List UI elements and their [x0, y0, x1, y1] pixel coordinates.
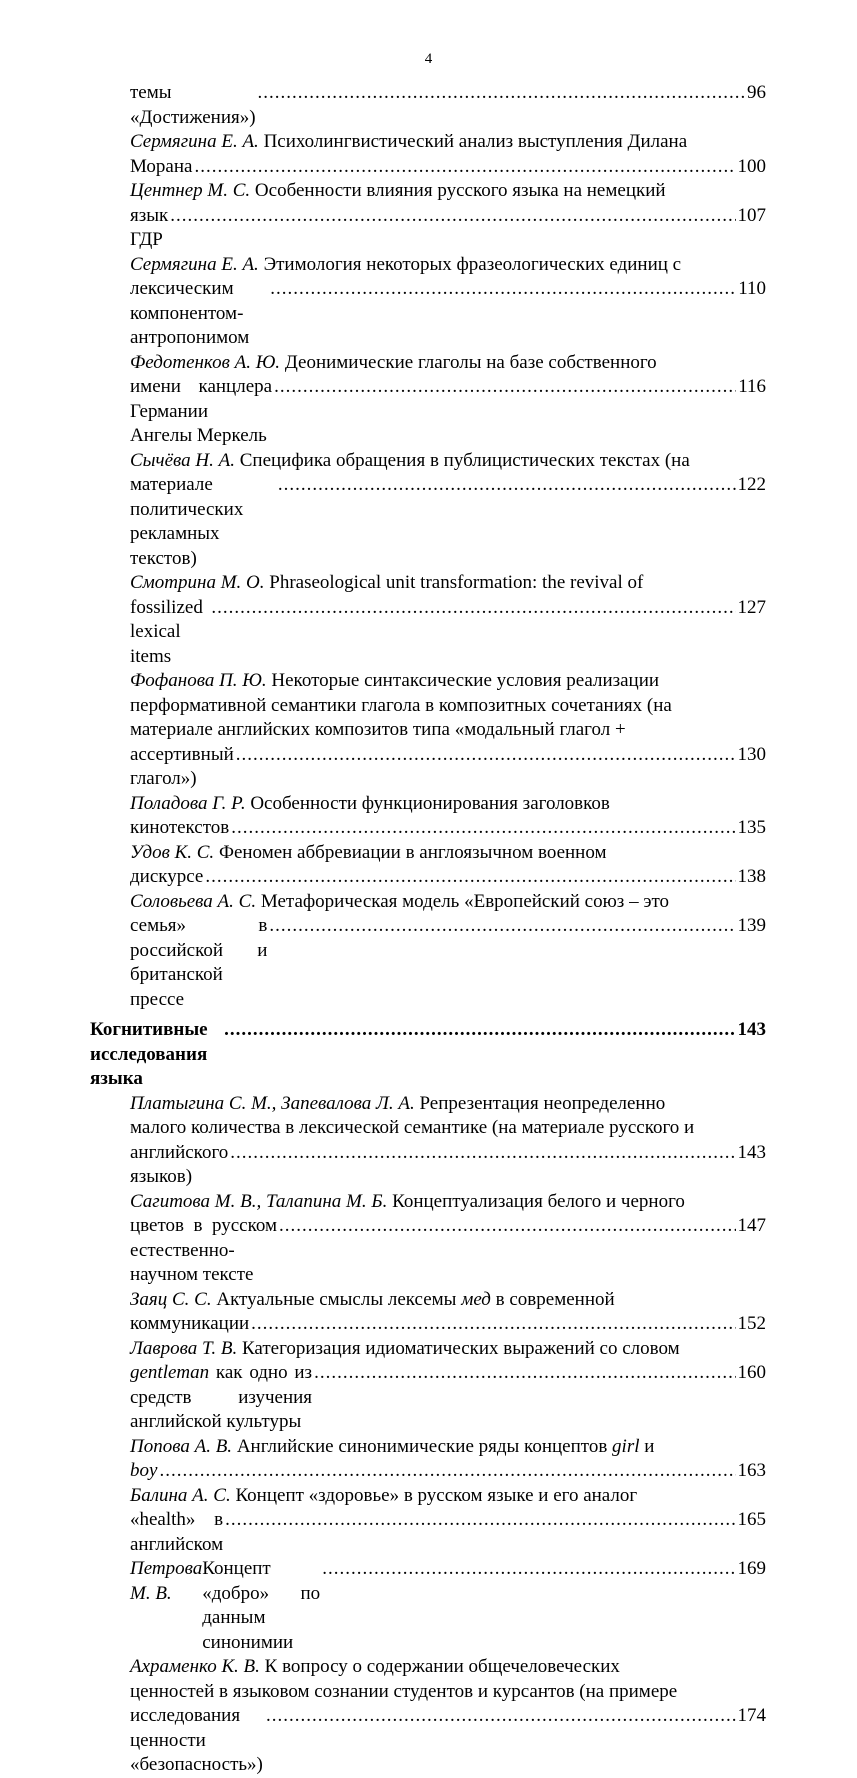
toc-entry	[90, 81, 766, 130]
entry-title: Концепт «здоровье» в русском языке и его аналог	[230, 1484, 638, 1506]
entry-title: Особенности влияния русского языка на немецкий	[250, 180, 666, 201]
entry-author: Фофанова П. Ю.	[130, 670, 267, 691]
entry-page: 107	[737, 204, 766, 226]
leader-dots	[274, 375, 736, 400]
entry-last-line	[130, 1704, 766, 1778]
entry-author: Соловьева А. С.	[130, 890, 257, 912]
entry-last-text	[130, 596, 209, 670]
entry-last-words: исследования ценности «безопасность»)	[130, 1705, 263, 1775]
entry-first-line	[130, 179, 766, 204]
leader-dots	[205, 865, 735, 890]
entry-title: Этимология некоторых фразеологических единиц с	[258, 253, 682, 275]
entry-last-text	[130, 155, 192, 180]
entry-author: Сермягина Е. А.	[130, 131, 259, 152]
entry-last-line	[130, 1214, 766, 1288]
entry-last-text	[130, 1361, 312, 1435]
entry-last-words: Морана	[130, 155, 193, 177]
section-heading	[90, 1018, 766, 1092]
entry-title-rest: и	[639, 1435, 655, 1457]
entry-title: Особенности функционирования заголовков	[245, 792, 610, 814]
entry-page: 174	[737, 1705, 766, 1726]
entry-last-line	[130, 1508, 766, 1557]
leader-dots	[231, 816, 735, 841]
entry-line: ценностей в языковом сознании студентов и курсантов (на примере	[130, 1680, 678, 1702]
entry-first-line	[130, 130, 766, 155]
entry-last-text	[130, 277, 268, 351]
leader-dots	[269, 914, 735, 939]
entry-page: 152	[737, 1313, 766, 1334]
entry-author: Федотенков А. Ю.	[130, 351, 281, 373]
entry-title: Метафорическая модель «Европейский союз – это	[256, 890, 670, 912]
entry-title-rest: в современной	[490, 1288, 615, 1310]
entry-author: Сермягина Е. А.	[130, 253, 259, 275]
entry-page: 165	[737, 1509, 766, 1530]
entry-title: Phraseological unit transformation: the revival of	[264, 572, 644, 593]
entry-line: перформативной семантики глагола в композитных сочетаниях (на	[130, 694, 672, 716]
leader-dots	[270, 277, 736, 302]
entry-author: Сычёва Н. А.	[130, 449, 235, 471]
entry-last-words: материале политических рекламных текстов)	[130, 474, 244, 569]
entry-first-line	[130, 253, 766, 278]
entry-line: малого количества в лексической семантике (на материале русского и	[130, 1117, 695, 1138]
entry-last-text	[130, 204, 168, 253]
entry-last-line	[130, 865, 766, 890]
entry-first-line	[130, 1190, 766, 1215]
entry-author: Лаврова Т. В.	[130, 1337, 238, 1359]
entry-page: 116	[738, 376, 766, 397]
entry-last-line	[130, 816, 766, 841]
leader-dots	[211, 596, 735, 621]
entry-last-line	[130, 743, 766, 792]
entry-author: Смотрина М. О.	[130, 572, 265, 593]
entry-last-line	[130, 204, 766, 253]
entry-page: 122	[737, 474, 766, 495]
entry-author: Платыгина С. М., Запевалова Л. А.	[130, 1092, 415, 1114]
entry-author: Удов К. С.	[130, 841, 215, 863]
entry-last-line	[130, 277, 766, 351]
leader-dots	[159, 1459, 735, 1484]
leader-dots	[279, 1214, 735, 1239]
entry-last-words: темы «Достижения»)	[130, 82, 256, 128]
entry-title: Некоторые синтаксические условия реализации	[266, 670, 660, 691]
toc-entry	[90, 792, 766, 841]
entry-title-term: girl	[612, 1435, 640, 1457]
entry-title-term: мед	[461, 1288, 491, 1310]
leader-dots	[322, 1557, 735, 1582]
entry-title: Феномен аббревиации в англоязычном военном	[214, 841, 607, 863]
entry-first-line	[130, 351, 766, 376]
toc-entry	[90, 841, 766, 890]
toc-entry	[90, 130, 766, 179]
entry-last-text	[130, 1459, 157, 1484]
entry-last-words: как одно из средств изучения английской культуры	[130, 1362, 313, 1432]
entry-line: материале английских композитов типа «модальный глагол +	[130, 719, 626, 740]
entry-first-line	[130, 1435, 766, 1460]
toc-entry	[90, 1288, 766, 1337]
section-page: 143	[737, 1019, 766, 1040]
entry-page: 163	[737, 1460, 766, 1481]
entry-last-line	[130, 1459, 766, 1484]
section-label: Когнитивные исследования языка	[90, 1019, 208, 1089]
entry-last-words: лексическим компонентом-антропонимом	[130, 278, 250, 348]
entry-first-line	[130, 841, 766, 866]
entry-first-line	[130, 1655, 766, 1680]
toc-entry	[90, 1337, 766, 1435]
entry-last-line	[130, 155, 766, 180]
entry-page: 130	[737, 743, 766, 765]
entry-author: Петрова М. В.	[130, 1558, 203, 1604]
entry-author: Ахраменко К. В.	[130, 1656, 260, 1677]
entry-last-line	[130, 914, 766, 1012]
entry-first-line	[130, 1557, 766, 1655]
entry-author: Попова А. В.	[130, 1435, 233, 1457]
entry-last-words: fossilized lexical items	[130, 596, 203, 667]
entry-last-text	[130, 865, 203, 890]
leader-dots	[251, 1312, 735, 1337]
entry-author: Поладова Г. Р.	[130, 792, 246, 814]
leader-dots	[194, 155, 735, 180]
entry-last-line	[130, 473, 766, 571]
entry-last-text	[130, 816, 229, 841]
leader-dots	[230, 1141, 735, 1166]
entry-page: 135	[737, 817, 766, 838]
entry-last-line	[130, 1141, 766, 1190]
entry-last-words: семья» в российской и британской прессе	[130, 915, 268, 1010]
entry-last-text	[130, 375, 272, 449]
entry-title: Актуальные смыслы лексемы	[211, 1288, 462, 1310]
toc-entry	[90, 179, 766, 253]
toc-entry	[90, 253, 766, 351]
entry-last-text	[130, 1141, 228, 1190]
entry-last-text	[130, 81, 256, 130]
entry-last-words: кинотекстов	[130, 817, 230, 838]
toc-entry	[90, 1190, 766, 1288]
entry-page: 147	[737, 1215, 766, 1236]
entry-last-line	[130, 81, 766, 130]
entry-first-line	[130, 669, 766, 694]
entry-page: 96	[747, 82, 766, 103]
leader-dots	[266, 1704, 735, 1729]
entry-first-line	[130, 571, 766, 596]
entry-author: Центнер М. С.	[130, 180, 251, 201]
entry-title: Репрезентация неопределенно	[414, 1092, 666, 1114]
entry-last-text	[130, 473, 276, 571]
entry-title: Английские синонимические ряды концептов	[232, 1435, 613, 1457]
entry-page: 100	[737, 155, 766, 177]
toc-entry	[90, 1435, 766, 1484]
leader-dots	[258, 81, 745, 106]
page-number: 4	[424, 51, 433, 67]
leader-dots	[224, 1018, 735, 1043]
toc-entry	[90, 449, 766, 572]
entry-author: Сагитова М. В., Талапина М. Б.	[130, 1190, 388, 1212]
toc-entry	[90, 1092, 766, 1190]
entry-last-text	[130, 1704, 264, 1778]
entry-last-line	[130, 596, 766, 670]
entry-last-text	[130, 1214, 277, 1288]
entry-first-line	[130, 449, 766, 474]
entry-last-line	[130, 1312, 766, 1337]
entry-last-words: дискурсе	[130, 866, 204, 887]
entry-last-words: цветов в русском естественно-научном тексте	[130, 1215, 278, 1285]
toc-entry	[90, 351, 766, 449]
entry-last-words: ассертивный глагол»)	[130, 743, 234, 789]
entry-title: Специфика обращения в публицистических текстах (на	[234, 449, 690, 471]
entry-title: Концептуализация белого и черного	[387, 1190, 685, 1212]
leader-dots	[278, 473, 736, 498]
entry-last-text	[130, 914, 267, 1012]
entry-first-line	[130, 1337, 766, 1362]
entry-first-line	[130, 1288, 766, 1313]
entry-author: Балина А. С.	[130, 1484, 231, 1506]
entry-term: gentleman	[130, 1362, 210, 1383]
entry-author: Заяц С. С.	[130, 1288, 212, 1310]
toc-entry	[90, 890, 766, 1013]
entry-last-words: язык ГДР	[130, 204, 169, 250]
entry-title: К вопросу о содержании общечеловеческих	[259, 1656, 620, 1677]
entry-first-line	[130, 1092, 766, 1117]
entry-page: 143	[737, 1141, 766, 1163]
entry-last-words: «health» в английском	[130, 1509, 224, 1555]
toc-entry	[90, 1557, 766, 1655]
entry-last-words: коммуникации	[130, 1313, 250, 1334]
leader-dots	[236, 743, 736, 768]
entry-last-words: имени канцлера Германии Ангелы Меркель	[130, 376, 273, 446]
entry-page: 110	[738, 278, 766, 299]
toc-entry	[90, 571, 766, 669]
entry-page: 160	[737, 1362, 766, 1383]
table-of-contents	[90, 81, 766, 1778]
leader-dots	[314, 1361, 735, 1386]
toc-entry	[90, 1484, 766, 1558]
toc-entry	[90, 1655, 766, 1778]
entry-first-line	[130, 792, 766, 817]
entry-title: Деонимические глаголы на базе собственного	[280, 351, 657, 373]
entry-last-line	[130, 375, 766, 449]
entry-last-words: английского языков)	[130, 1141, 229, 1187]
entry-title: Категоризация идиоматических выражений со словом	[237, 1337, 680, 1359]
entry-page: 138	[737, 866, 766, 887]
entry-term: boy	[130, 1460, 158, 1481]
entry-page: 169	[737, 1558, 766, 1579]
entry-page: 139	[737, 915, 766, 936]
entry-first-line	[130, 1484, 766, 1509]
entry-first-line	[130, 890, 766, 915]
leader-dots	[225, 1508, 735, 1533]
entry-last-text	[130, 1508, 223, 1557]
toc-entry	[90, 669, 766, 792]
entry-last-text	[130, 743, 234, 792]
entry-title: Концепт «добро» по данным синонимии	[202, 1558, 321, 1653]
entry-page: 127	[737, 596, 766, 618]
entry-title: Психолингвистический анализ выступления Дилана	[258, 131, 688, 152]
entry-last-text	[130, 1312, 249, 1337]
leader-dots	[170, 204, 735, 229]
entry-last-line	[130, 1361, 766, 1435]
